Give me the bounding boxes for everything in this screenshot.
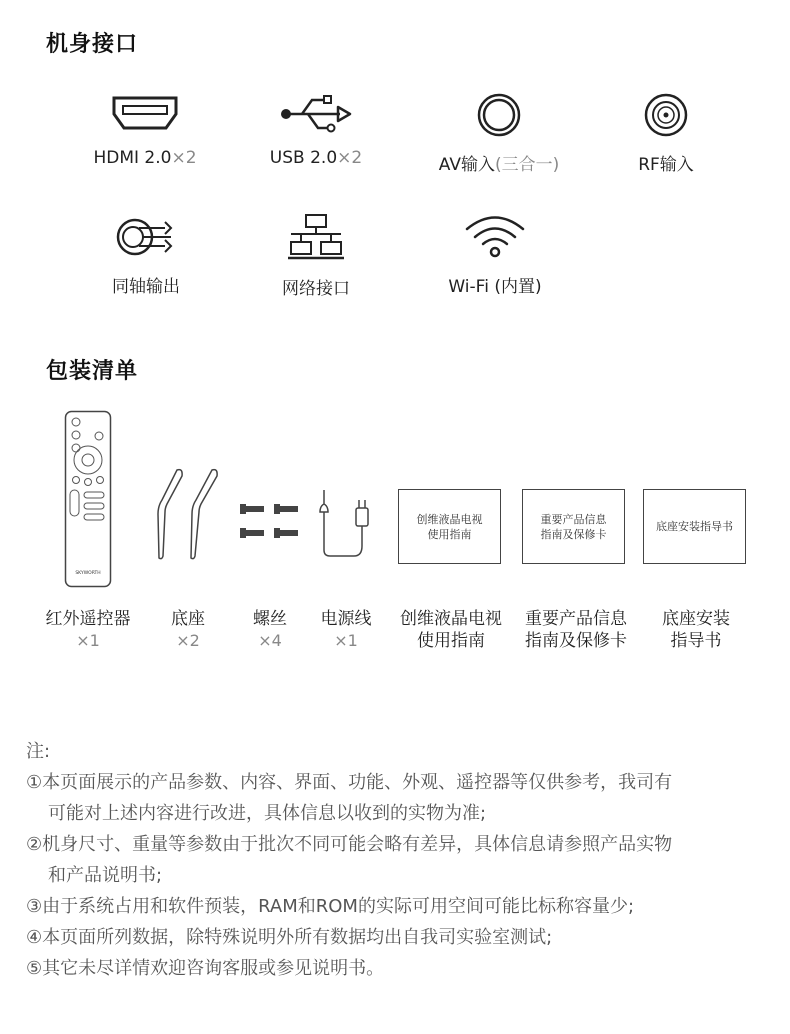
remote-brand-logo: SKYWORTH	[75, 571, 101, 576]
av-input-icon	[476, 92, 522, 138]
package-item-qty: ×1	[334, 631, 358, 650]
remote-control-image	[64, 410, 112, 588]
package-item-user-guide	[393, 608, 509, 652]
package-item-name: 底座安装	[662, 609, 730, 629]
note-line: ③由于系统占用和软件预装，RAM和ROM的实际可用空间可能比标称容量少;	[26, 896, 635, 917]
port-wifi	[410, 212, 580, 297]
package-section-title: 包装清单	[46, 359, 139, 384]
package-item-power-cord	[298, 608, 394, 652]
rf-input-icon	[643, 92, 689, 138]
package-item-name: 螺丝	[253, 609, 287, 629]
port-usb	[231, 92, 401, 168]
port-label: 同轴输出	[112, 277, 180, 297]
booklet-cover-line: 指南及保修卡	[540, 527, 607, 541]
stand-guide-booklet	[643, 489, 746, 564]
port-label: USB 2.0	[269, 148, 338, 168]
package-item-name-line2: 使用指南	[417, 631, 485, 651]
note-line: ①本页面展示的产品参数、内容、界面、功能、外观、遥控器等仅供参考，我司有	[26, 772, 673, 793]
port-sublabel: (三合一)	[494, 155, 560, 175]
package-item-name-line2: 指南及保修卡	[525, 631, 627, 651]
package-item-qty: ×1	[76, 631, 100, 650]
port-coaxial	[61, 214, 231, 297]
notes-section	[26, 736, 776, 984]
stand-image	[155, 464, 227, 564]
hdmi-icon	[110, 92, 180, 136]
package-item-qty: ×2	[176, 631, 200, 650]
port-rf	[581, 92, 751, 175]
port-label: RF输入	[638, 155, 694, 175]
booklet-cover-line: 重要产品信息	[540, 512, 607, 526]
warranty-card-booklet	[522, 489, 625, 564]
package-item-qty: ×4	[258, 631, 282, 650]
booklet-cover-line: 使用指南	[427, 527, 472, 541]
screws-image	[238, 500, 300, 546]
note-line: ⑤其它未尽详情欢迎咨询客服或参见说明书。	[26, 958, 385, 979]
package-item-name: 红外遥控器	[45, 609, 131, 629]
package-item-name: 底座	[171, 609, 205, 629]
note-line: ④本页面所列数据，除特殊说明外所有数据均出自我司实验室测试;	[26, 927, 553, 948]
package-item-name: 创维液晶电视	[400, 609, 502, 629]
package-item-remote	[28, 608, 148, 652]
port-label: AV输入	[438, 155, 495, 175]
wifi-icon	[463, 212, 527, 260]
usb-icon	[278, 92, 354, 136]
ports-section-title: 机身接口	[46, 32, 139, 57]
port-av	[414, 92, 584, 175]
booklet-cover-line: 底座安装指导书	[656, 520, 733, 533]
port-label: HDMI 2.0	[93, 148, 172, 168]
power-cord-image	[314, 486, 376, 558]
package-item-name-line2: 指导书	[670, 631, 722, 651]
note-line: 可能对上述内容进行改进，具体信息以收到的实物为准;	[48, 803, 487, 824]
coaxial-output-icon	[113, 214, 179, 260]
user-guide-booklet	[398, 489, 501, 564]
port-network	[231, 212, 401, 299]
port-label: 网络接口	[282, 279, 350, 299]
network-port-icon	[285, 212, 347, 262]
booklet-cover-line: 创维液晶电视	[416, 512, 483, 526]
package-item-name: 重要产品信息	[525, 609, 627, 629]
package-item-warranty-card	[516, 608, 636, 652]
package-item-stand-guide	[641, 608, 751, 652]
package-item-name: 电源线	[320, 609, 372, 629]
port-multiplier: ×2	[171, 148, 197, 168]
port-label: Wi-Fi (内置)	[448, 277, 542, 297]
port-multiplier: ×2	[337, 148, 363, 168]
notes-title: 注:	[26, 741, 51, 762]
note-line: ②机身尺寸、重量等参数由于批次不同可能会略有差异，具体信息请参照产品实物	[26, 834, 673, 855]
note-line: 和产品说明书;	[48, 865, 163, 886]
port-hdmi	[60, 92, 230, 168]
